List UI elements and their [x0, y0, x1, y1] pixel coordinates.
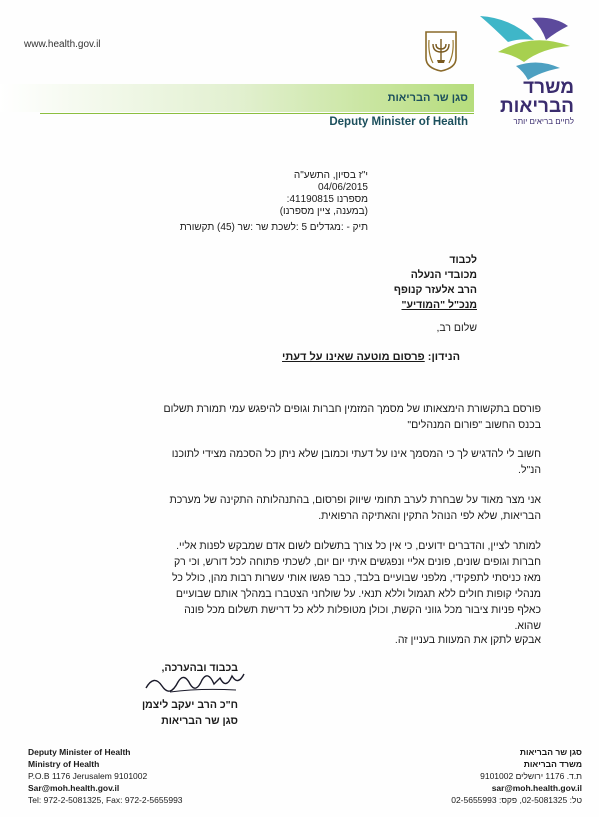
footer-he-ministry: משרד הבריאות	[523, 759, 582, 769]
footer-he-phone: טל: 02-5081325, פקס: 02-5655993	[451, 795, 582, 805]
paragraph-1-line2: בכנס החשוב "פורום המנהלים"	[407, 419, 541, 431]
paragraph-1-line1: פורסם בתקשורת הימצאותו של מסמך המזמין חברות וגופים להיפגש עמי תמורת תשלום	[163, 403, 541, 415]
recipient-line2: מכובדי הנעלה	[410, 269, 477, 281]
ministry-name-line2: הבריאות	[499, 96, 574, 117]
reference-note: (במענה, ציין מספרנו)	[279, 206, 368, 217]
recipient-name: הרב אלעזר קנופף	[393, 284, 477, 296]
paragraph-4-line5: כאלף פניות ציבור מכל גווני הקשת, וכולן מטופלות ללא כל דרישת תשלום מכל פונה	[184, 604, 541, 616]
closing-text: בכבוד ובהערכה,	[161, 662, 238, 674]
ministry-logo-icon	[472, 12, 572, 82]
paragraph-3-line2: הבריאות, שלא לפי הנוהל התקין והאתיקה הרפואית.	[318, 510, 541, 522]
subject-text: פרסום מוטעה שאינו על דעתי	[282, 351, 425, 363]
subject-label: הנידון:	[427, 351, 460, 363]
footer-he-email: sar@moh.health.gov.il	[491, 783, 582, 793]
hebrew-date: י"ז בסיון, התשע"ה	[293, 170, 368, 181]
state-emblem-icon	[424, 30, 458, 72]
paragraph-4-line2: חברות וגופים שונים, פונים אליי ונפגשים איתי יום יום, לשכתי פתוחה לכל דורש, וכי רק	[173, 556, 541, 568]
footer-en-title: Deputy Minister of Health	[28, 747, 131, 757]
footer-en-phone: Tel: 972-2-5081325, Fax: 972-2-5655993	[28, 795, 183, 805]
ministry-name-line1: משרד	[523, 77, 574, 98]
paragraph-2-line2: הנ"ל.	[518, 464, 541, 476]
recipient-title: מנכ"ל "המודיע"	[401, 299, 477, 311]
signatory-title: סגן שר הבריאות	[161, 715, 238, 727]
reference-number: מספרנו 41190815:	[286, 194, 368, 205]
footer-he-title: סגן שר הבריאות	[519, 747, 582, 757]
greeting: שלום רב,	[436, 322, 477, 334]
paragraph-4-line1: למותר לציין, והדברים ידועים, כי אין כל צורך בתשלום לשום אדם שמבקש לפנות אליי.	[176, 540, 541, 552]
footer-he-address: ת.ד. 1176 ירושלים 9101002	[480, 771, 582, 781]
paragraph-4-line4: מנהלי קופות חולים ללא תגמול וללא תנאי. על שולחני הצטברו במהלך אותם שבועיים	[175, 588, 541, 600]
footer-en-ministry: Ministry of Health	[28, 759, 100, 769]
website-url: www.health.gov.il	[24, 39, 101, 50]
recipient-line1: לכבוד	[449, 254, 477, 266]
paragraph-4-line3: מאז כניסתי לתפקידי, מלפני שבועיים בלבד, כבר פגשו אותי עשרות רבות מהן, כולל כל	[172, 572, 541, 584]
ministry-slogan: לחיים בריאים יותר	[513, 117, 574, 126]
paragraph-5: אבקש לתקן את המעוות בעניין זה.	[394, 634, 541, 646]
file-reference: תיק - :מגדלים 5 :לשכת שר :שר (45) תקשורת	[179, 222, 368, 233]
paragraph-4-line6: שהוא.	[514, 620, 541, 632]
handwritten-signature	[140, 668, 250, 698]
footer-en-address: P.O.B 1176 Jerusalem 9101002	[28, 771, 148, 781]
paragraph-2-line1: חשוב לי להדגיש לך כי המסמך אינו על דעתי וכמובן שלא ניתן כל הסכמה מצידי לתוכנו	[171, 448, 541, 460]
header-divider	[40, 113, 474, 114]
letter-date: 04/06/2015	[317, 182, 368, 193]
title-hebrew: סגן שר הבריאות	[387, 92, 468, 104]
paragraph-3-line1: אני מצר מאוד על שבחרת לערב תחומי שיווק ופרסום, בהתנהלותה התקינה של מערכת	[169, 494, 541, 506]
title-english: Deputy Minister of Health	[329, 116, 468, 128]
signatory-name: ח"כ הרב יעקב ליצמן	[141, 699, 238, 711]
footer-en-email: Sar@moh.health.gov.il	[28, 783, 120, 793]
subject-line	[150, 351, 460, 363]
